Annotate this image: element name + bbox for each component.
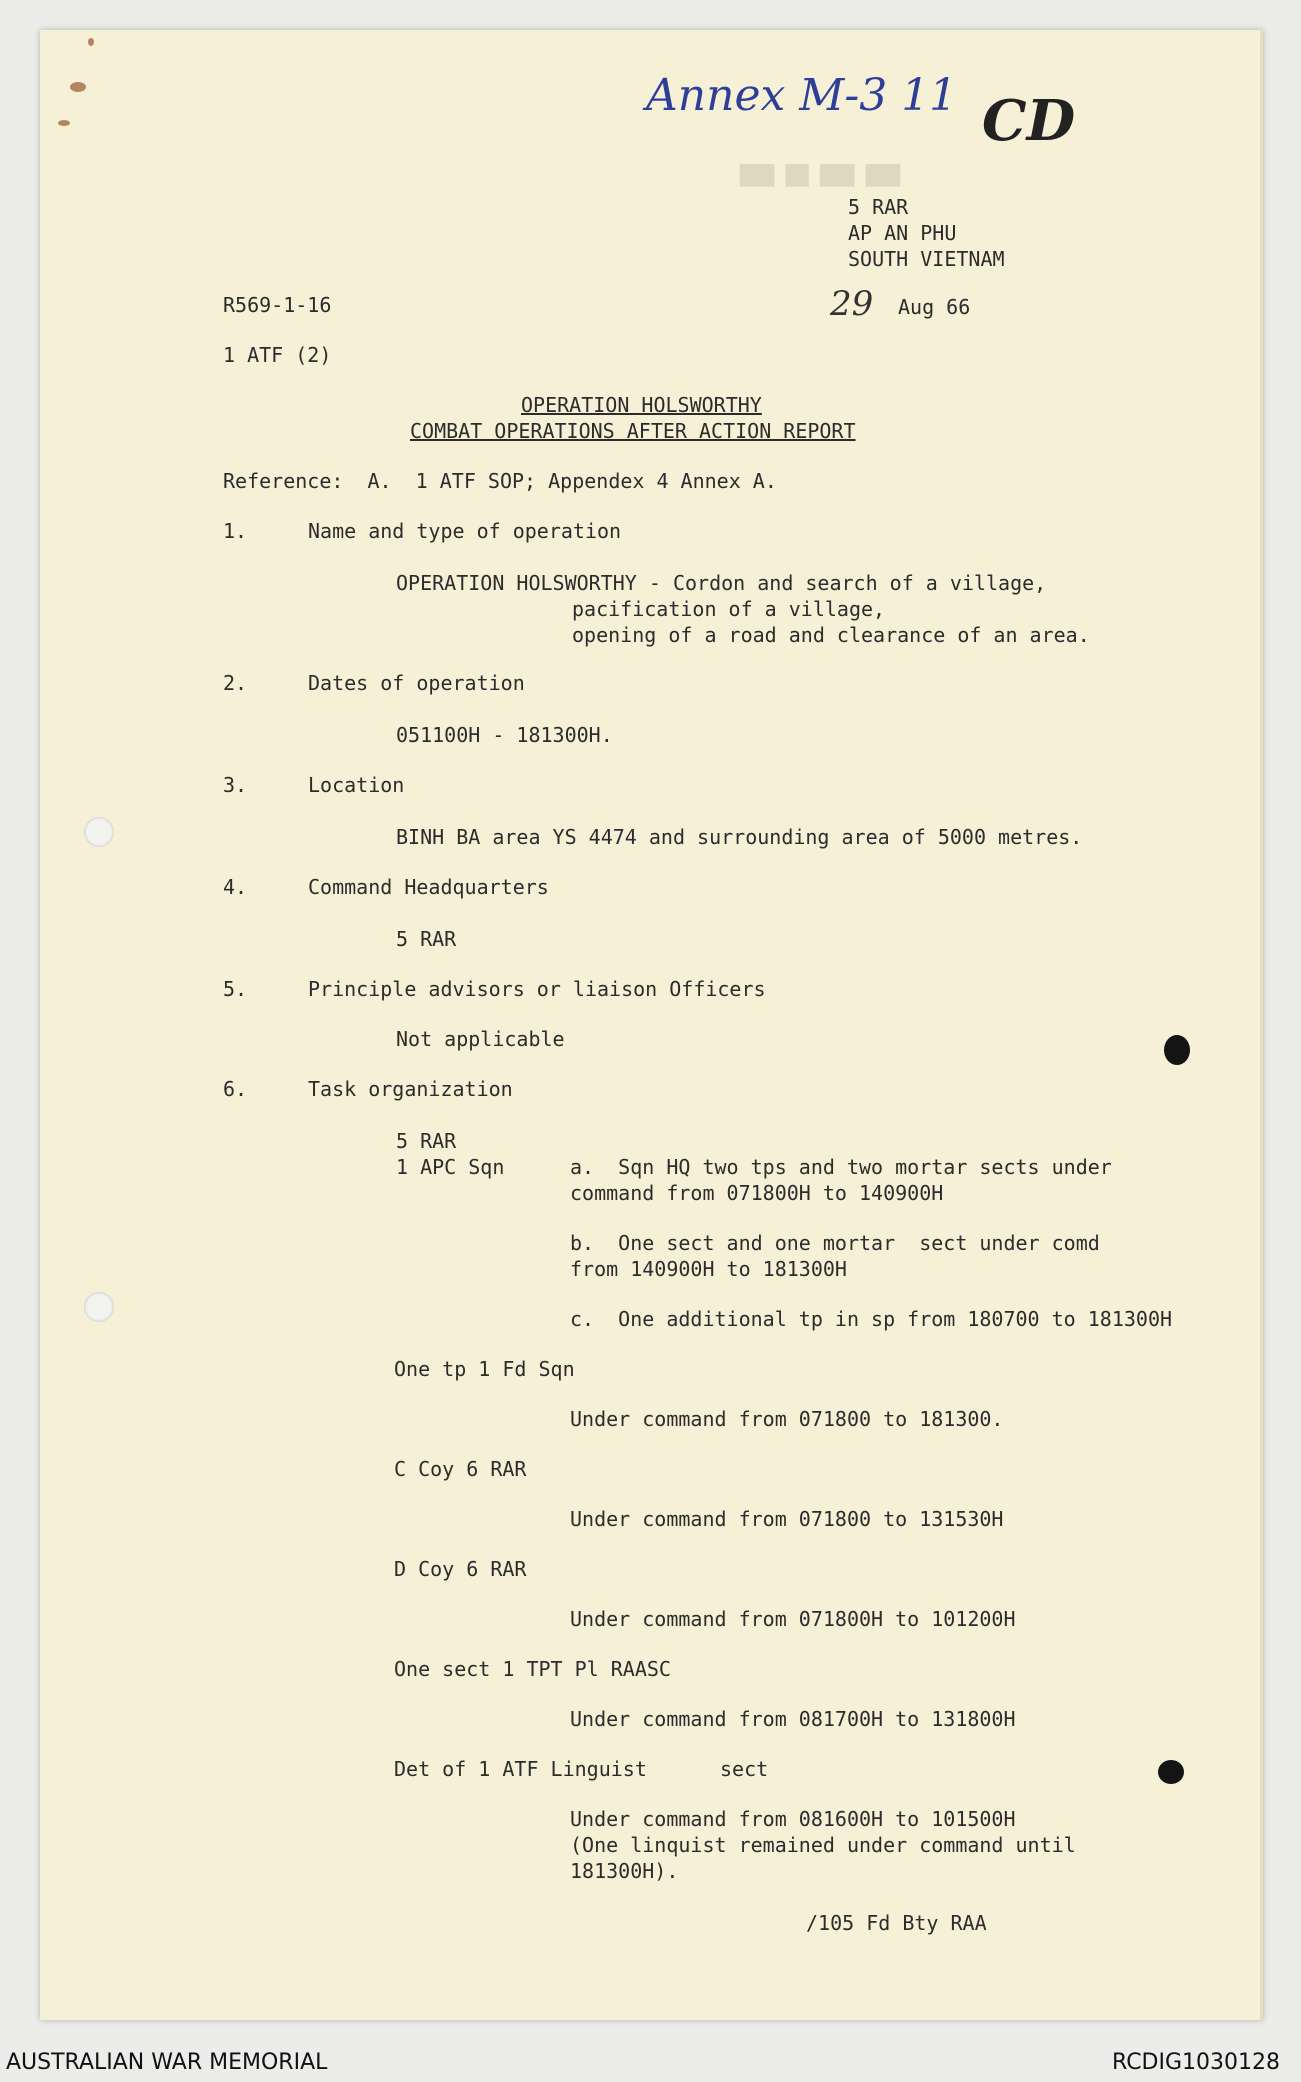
punch-hole xyxy=(84,1292,114,1322)
task-group-label: One tp 1 Fd Sqn xyxy=(394,1357,575,1381)
task-group-label: Det of 1 ATF Linguist xyxy=(394,1757,647,1781)
command-hq-value: 5 RAR xyxy=(396,927,457,951)
punch-hole xyxy=(84,817,114,847)
continuation-catchword: /105 Fd Bty RAA xyxy=(806,1911,987,1935)
handwritten-cd-mark: CD xyxy=(982,88,1076,154)
advisors-value: Not applicable xyxy=(396,1027,565,1051)
section-number: 3. xyxy=(223,773,248,797)
section-heading: Principle advisors or liaison Officers xyxy=(308,977,766,1001)
task-detail: Under command from 071800 to 131530H xyxy=(570,1507,1004,1531)
handwritten-annex-note: Annex M-3 11 xyxy=(646,70,958,121)
document-page xyxy=(40,30,1263,2020)
addressee: 1 ATF (2) xyxy=(223,343,332,367)
operation-dates: 051100H - 181300H. xyxy=(396,723,613,747)
operation-description: OPERATION HOLSWORTHY - Cordon and search of a village, xyxy=(396,571,1047,595)
section-heading: Name and type of operation xyxy=(308,519,622,543)
archive-id: RCDIG1030128 xyxy=(1112,2050,1281,2075)
title-operation: OPERATION HOLSWORTHY xyxy=(521,393,762,417)
task-detail: 181300H). xyxy=(570,1859,679,1883)
task-detail: Under command from 081700H to 131800H xyxy=(570,1707,1016,1731)
section-heading: Location xyxy=(308,773,405,797)
section-number: 6. xyxy=(223,1077,248,1101)
ink-blot xyxy=(1164,1035,1190,1065)
task-group-label: 1 APC Sqn xyxy=(396,1155,505,1179)
task-detail: from 140900H to 181300H xyxy=(570,1257,847,1281)
reference-line: Reference: A. 1 ATF SOP; Appendex 4 Annex A. xyxy=(223,469,777,493)
bleed-through: ███ ██ ███ ███ xyxy=(740,165,901,187)
rust-stain xyxy=(58,120,70,126)
section-heading: Task organization xyxy=(308,1077,513,1101)
task-group-label: D Coy 6 RAR xyxy=(394,1557,527,1581)
task-group-label: One sect 1 TPT Pl RAASC xyxy=(394,1657,671,1681)
task-detail: b. One sect and one mortar sect under comd xyxy=(570,1231,1100,1255)
header-country: SOUTH VIETNAM xyxy=(848,247,1005,271)
task-group-label-tail: sect xyxy=(720,1757,769,1781)
rust-stain xyxy=(70,82,86,92)
section-number: 4. xyxy=(223,875,248,899)
task-detail: a. Sqn HQ two tps and two mortar sects under xyxy=(570,1155,1112,1179)
task-detail: command from 071800H to 140900H xyxy=(570,1181,944,1205)
header-unit: 5 RAR xyxy=(848,195,909,219)
section-heading: Dates of operation xyxy=(308,671,525,695)
location-value: BINH BA area YS 4474 and surrounding area of 5000 metres. xyxy=(396,825,1083,849)
rust-stain xyxy=(88,38,94,46)
task-detail: Under command from 071800 to 181300. xyxy=(570,1407,1004,1431)
section-heading: Command Headquarters xyxy=(308,875,549,899)
task-group-label: C Coy 6 RAR xyxy=(394,1457,527,1481)
archive-credit: AUSTRALIAN WAR MEMORIAL xyxy=(6,2050,328,2075)
operation-description: opening of a road and clearance of an area. xyxy=(572,623,1090,647)
operation-description: pacification of a village, xyxy=(572,597,886,621)
handwritten-day: 29 xyxy=(830,284,874,324)
task-detail: Under command from 071800H to 101200H xyxy=(570,1607,1016,1631)
ink-blot xyxy=(1158,1760,1184,1784)
file-reference: R569-1-16 xyxy=(223,293,332,317)
section-number: 5. xyxy=(223,977,248,1001)
header-date: Aug 66 xyxy=(898,295,971,319)
title-report: COMBAT OPERATIONS AFTER ACTION REPORT xyxy=(410,419,856,443)
task-detail: c. One additional tp in sp from 180700 to 181300H xyxy=(570,1307,1173,1331)
section-number: 2. xyxy=(223,671,248,695)
header-place: AP AN PHU xyxy=(848,221,957,245)
section-number: 1. xyxy=(223,519,248,543)
task-detail: (One linquist remained under command until xyxy=(570,1833,1076,1857)
task-detail: Under command from 081600H to 101500H xyxy=(570,1807,1016,1831)
task-unit: 5 RAR xyxy=(396,1129,457,1153)
